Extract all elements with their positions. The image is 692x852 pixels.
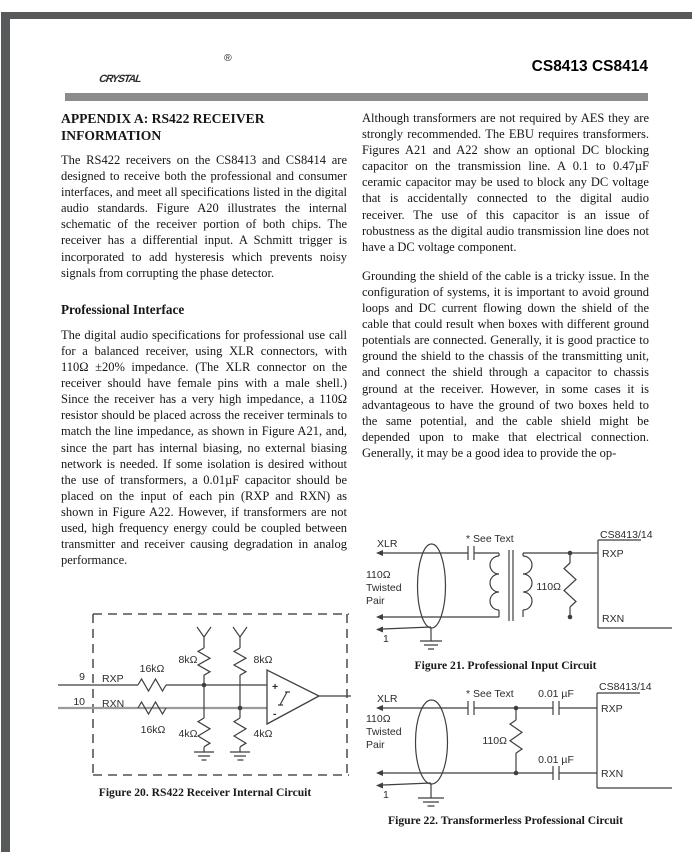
figure22-transformerless-schematic [363,678,673,812]
fig21-twisted-pair-line2: Twisted [366,582,402,594]
fig20-comparator [267,670,351,724]
fig22-rxn-coupling-capacitor [553,766,597,780]
fig22-rxn-label: RXN [601,768,624,780]
fig22-r110-label: 110Ω [482,735,507,747]
section-heading-professional-interface: Professional Interface [61,301,185,317]
fig20-left-bias-branch [194,627,214,760]
right-paragraph-2: Grounding the shield of the cable is a tricky issue. In the configuration of systems, it is important to avoid ground loops and DC current flowing down the shield of the cable that could result when boxes with different ground potentials are connected. Generally, it is good practice to ground the shield to the chassis of the transmitting unit, and connect the shield through a capacitor to chassis ground at the receiver. However, in some cases it is advantageous to have the ground of two boxes held to the same potential, and the cable shield might be depended upon to make that electrical connection. Generally, it may be a good idea to provide the op- [362,268,649,460]
figure20-caption: Figure 20. RS422 Receiver Internal Circuit [98,786,312,799]
fig20-r16k-bottom-label: 16kΩ [140,724,166,736]
fig20-rxp-label: RXP [102,673,124,685]
fig22-rxp-coupling-capacitor [553,701,597,715]
fig21-pin1-label: 1 [383,633,389,645]
registered-mark-icon: ® [224,52,232,64]
fig21-rxp-label: RXP [602,548,624,560]
fig20-r8k-right-label: 8kΩ [253,654,273,666]
fig22-cap-bottom-label: 0.01 µF [538,754,574,766]
header-divider-bar [65,93,648,101]
fig21-twisted-pair-line3: Pair [366,595,385,607]
fig20-minus-input-label: - [273,708,277,720]
fig22-dc-blocking-capacitor [468,701,553,715]
appendix-title-line2: INFORMATION [61,128,162,143]
fig21-chip-label: CS8413/14 [600,529,653,541]
fig21-xlr-cable [376,544,499,649]
fig20-right-bias-branch [230,627,250,760]
figure21-professional-input-schematic [363,530,673,658]
fig22-twisted-pair-line2: Twisted [366,726,402,738]
fig22-twisted-pair-line3: Pair [366,739,385,751]
figure22-caption: Figure 22. Transformerless Professional Circuit [388,814,623,827]
left-rule-bar [1,12,10,852]
logo-slice-line [88,70,220,73]
fig22-cap-top-label: 0.01 µF [538,688,574,700]
right-paragraph-1: Although transformers are not required by AES they are strongly recommended. The EBU requires transformers. Figures A21 and A22 show an optional DC blocking capacitor on the transmission line. A 0.1 to 0.47µF ceramic capacitor may be used to block any DC voltage that is accidentally connected to the digital audio receiver. The use of this capacitor is an issue of robustness as the digital audio transmission line does not have a DC voltage component. [362,111,649,254]
crystal-logo [70,46,250,94]
fig22-chip-label: CS8413/14 [599,681,652,693]
logo-slice-line [92,59,222,62]
fig22-pin1-label: 1 [383,789,389,801]
left-paragraph-1: The RS422 receivers on the CS8413 and CS8414 are designed to receive both the professional and consumer interfaces, and meet all specifications listed in the digital audio standards. Figure A20 illustrates the internal schematic of the receiver portion of both chips. The receiver has a differential input. A Schmitt trigger is incorporated to add hysteresis which prevents noisy signals from corrupting the phase detector. [61,153,347,280]
fig22-see-text-label: * See Text [466,688,514,700]
left-paragraph-2: The digital audio specifications for professional use call for a balanced receiver, using XLR connectors, with 110Ω ±20% impedance. (The XLR connector on the receiver should have female pins with a male shell.) Since the receiver has a very high impedance, a 110Ω resistor should be placed across the receiver terminals to match the line impedance, as shown in Figure A21, and, since the part has internal biasing, no external biasing network is needed. If some isolation is desired without the use of transformers, a 0.01µF capacitor should be placed on the input of each pin (RXP and RXN) as shown in Figure A22. However, if transformers are not used, high frequency energy could be coupled between transmitter and receiver causing degradation in analog performance. [61,327,347,568]
ground-icon [418,784,444,806]
crystal-logo-text: CRYSTAL [97,73,143,85]
fig20-rxn-label: RXN [102,698,125,710]
figure21-caption: Figure 21. Professional Input Circuit [414,659,597,672]
appendix-title-line1: APPENDIX A: RS422 RECEIVER [61,111,265,126]
fig20-r8k-left-label: 8kΩ [178,654,198,666]
fig21-twisted-pair-line1: 110Ω [366,569,391,581]
header-part-numbers: CS8413 CS8414 [531,58,648,75]
top-rule-bar [6,12,692,19]
fig22-termination-resistor [510,706,522,776]
right-column [362,110,649,474]
fig20-rxn-net [58,702,267,714]
fig20-r4k-right-label: 4kΩ [253,728,273,740]
left-column [61,110,347,581]
fig22-rxp-label: RXP [601,703,623,715]
crystal-logo-wordmark [97,73,144,85]
fig20-r16k-top-label: 16kΩ [139,663,165,675]
fig21-see-text-label: * See Text [466,533,514,545]
ground-icon [420,628,442,649]
fig20-r4k-left-label: 4kΩ [178,728,198,740]
figure20-rs422-receiver-schematic [53,610,353,802]
fig20-pin10-label: 10 [73,696,85,708]
fig20-rxp-net [58,679,267,691]
fig21-xlr-label: XLR [377,538,398,550]
fig21-rxn-label: RXN [602,613,625,625]
fig20-pin9-label: 9 [79,671,85,683]
fig21-r110-label: 110Ω [536,581,561,593]
fig22-xlr-cable [376,700,553,806]
appendix-title [61,110,347,144]
fig22-xlr-label: XLR [377,693,398,705]
fig21-termination-resistor [564,551,576,620]
fig22-twisted-pair-line1: 110Ω [366,713,391,725]
fig20-plus-input-label: + [272,681,279,693]
